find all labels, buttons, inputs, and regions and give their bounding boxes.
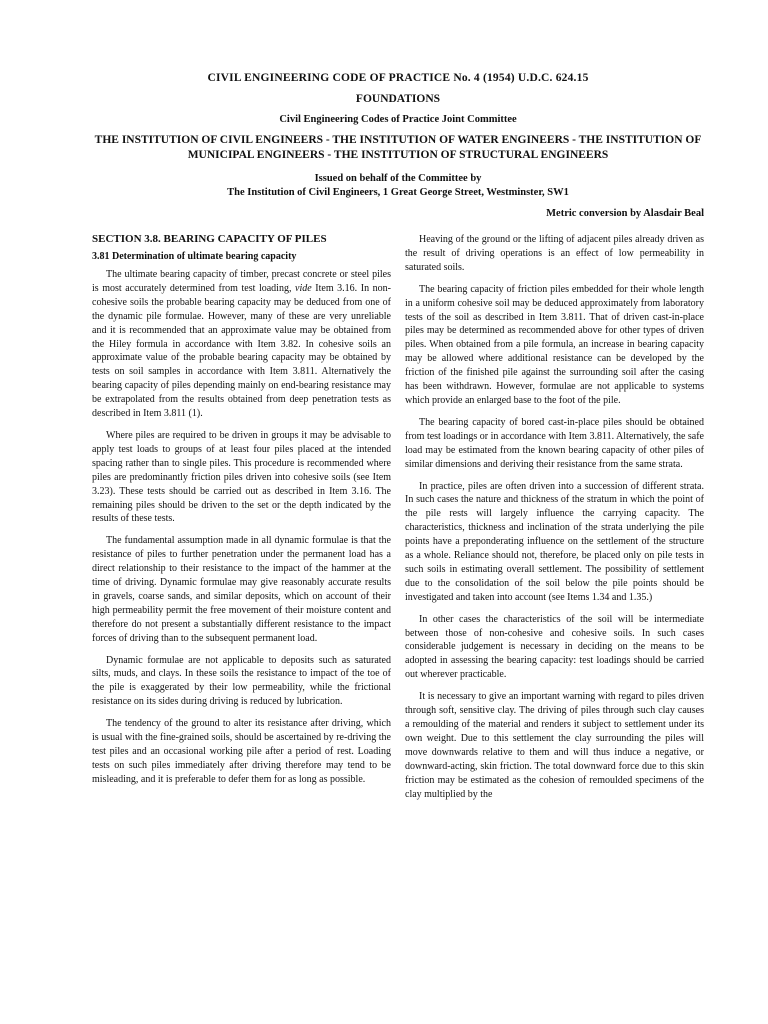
paragraph: In practice, piles are often driven into a succession of different strata. In such cases the nature and thickness of the stratum in which the point of the pile rests will largely influence the carrying capacity. The characteristics, thickness and inclination of the strata underlying the pile points have a preponderating influence on the settlement of the structure as a whole. Reliance should not, therefore, be placed only on pile tests in such soils in estimating overall settlement. The possibility of settlement due to the consolidation of the soil below the pile points should be investigated and taken into account (see Items 1.34 and 1.35.): [405, 480, 704, 603]
committee-name: Civil Engineering Codes of Practice Joint Committee: [279, 114, 517, 125]
paragraph: The fundamental assumption made in all dynamic formulae is that the resistance of piles to further penetration under the permanent load has a direct relationship to their resistance to the impact of the hammer at the time of driving. Dynamic formulae may give reasonably accurate results in gravels, coarse sands, and similar deposits, which on account of their high permeability permit the free movement of their moisture content and therefore do not present a substantially different resistance to the impact forces of driving than to the subsequent permanent load.: [92, 535, 391, 644]
paragraph: The bearing capacity of friction piles embedded for their whole length in a uniform cohesive soil may be deduced approximately from laboratory tests of the soil as described in Item 3.811. That of driven cast-in-place piles may be determined as recommended above for other types of driven piles. When obtained from a pile formula, an increase in bearing capacity may be allowed where additional resistance can be developed by the friction of the finished pile against the surrounding soil after the casing has been withdrawn. However, formulae are not applicable to systems which provide an enlarged base to the foot of the pile.: [405, 283, 704, 406]
paragraph: In other cases the characteristics of the soil will be intermediate between those of non-cohesive and cohesive soils. In such cases considerable judgement is necessary in deciding on the means to be adopted in assessing the bearing capacity: test loadings should be carried out wherever practicable.: [405, 613, 704, 681]
institutions-line: THE INSTITUTION OF CIVIL ENGINEERS - THE INSTITUTION OF WATER ENGINEERS - THE INSTITUTION OF MUNICIPAL ENGINEERS - THE INSTITUTION OF STRUCTURAL ENGINEERS: [94, 134, 702, 161]
emphasis-text: vide: [295, 282, 312, 294]
metric-conversion-credit: Metric conversion by Alasdair Beal: [546, 208, 704, 219]
paragraph-text: Item 3.16. In non-cohesive soils the probable bearing capacity may be deduced from one of the dynamic pile formulae. However, many of these are very unreliable and it is recommended that an approximate value may be obtained from the Hiley formula in accordance with Item 3.82. In cohesive soils an approximate value of the probable bearing capacity may be obtained by tests on soil samples in accordance with Item 3.811. Alternatively the bearing capacity of piles depending mainly on end-bearing resistance may be extrapolated from the results obtained from deep penetration tests as described in Item 3.811 (1).: [92, 282, 391, 420]
paragraph: [92, 268, 391, 421]
paragraph: The tendency of the ground to alter its resistance after driving, which is usual with the fine-grained soils, should be ascertained by re-driving the test piles and an occasional working pile after a period of rest. Loading tests on such piles immediately after driving therefore may tend to be misleading, and it is preferable to defer them for as long as possible.: [92, 718, 391, 785]
issued-by: [92, 172, 704, 200]
paragraph-text: The ultimate bearing capacity of timber, precast concrete or steel piles is most accurately determined from test loading,: [92, 269, 391, 294]
issued-line-2: The Institution of Civil Engineers, 1 Great George Street, Westminster, SW1: [227, 187, 569, 198]
issued-line-1: Issued on behalf of the Committee by: [314, 173, 482, 184]
paragraph: Dynamic formulae are not applicable to deposits such as saturated silts, muds, and clays. In these soils the resistance to impact of the toe of the pile is exaggerated by their low permeability, while the frictional resistance on its sides during driving is reduced by lubrication.: [92, 654, 391, 708]
paragraph: It is necessary to give an important warning with regard to piles driven through soft, sensitive clay. The driving of piles through such clay causes a remoulding of the material and renders it subject to settlement under its own weight. Due to this settlement the clay surrounding the piles will move downwards relative to them and will thus induce a negative, or downward-acting, skin friction. The total downward force due to this skin friction may be estimated as the cohesion of remoulded specimens of the clay multiplied by the: [405, 691, 704, 800]
paragraph: Where piles are required to be driven in groups it may be advisable to apply test loads to groups of at least four piles placed at the intended spacing rather than to single piles. This procedure is recommended where piles are predominantly friction piles driven into cohesive soils (see Item 3.23). These tests should be carried out as described in Item 3.16. The remaining piles should be driven to the set or the depth indicated by the results of these tests.: [92, 429, 391, 525]
code-of-practice-line: CIVIL ENGINEERING CODE OF PRACTICE No. 4 (1954) U.D.C. 624.15: [207, 72, 589, 84]
section-heading: SECTION 3.8. BEARING CAPACITY OF PILES: [92, 233, 327, 245]
right-column: [405, 233, 704, 809]
subsection-heading: 3.81 Determination of ultimate bearing capacity: [92, 251, 297, 262]
body-columns: [92, 233, 704, 809]
document-title: FOUNDATIONS: [355, 93, 441, 105]
left-column: [92, 233, 391, 809]
paragraph: The bearing capacity of bored cast-in-place piles should be obtained from test loadings or in accordance with Item 3.811. Alternatively, the safe load may be estimated from the known bearing capacity of other piles of similar dimensions and deriving their resistance from the same strata.: [405, 416, 704, 470]
paragraph: Heaving of the ground or the lifting of adjacent piles already driven as the result of driving operations is an effect of low permeability in saturated soils.: [405, 234, 704, 273]
